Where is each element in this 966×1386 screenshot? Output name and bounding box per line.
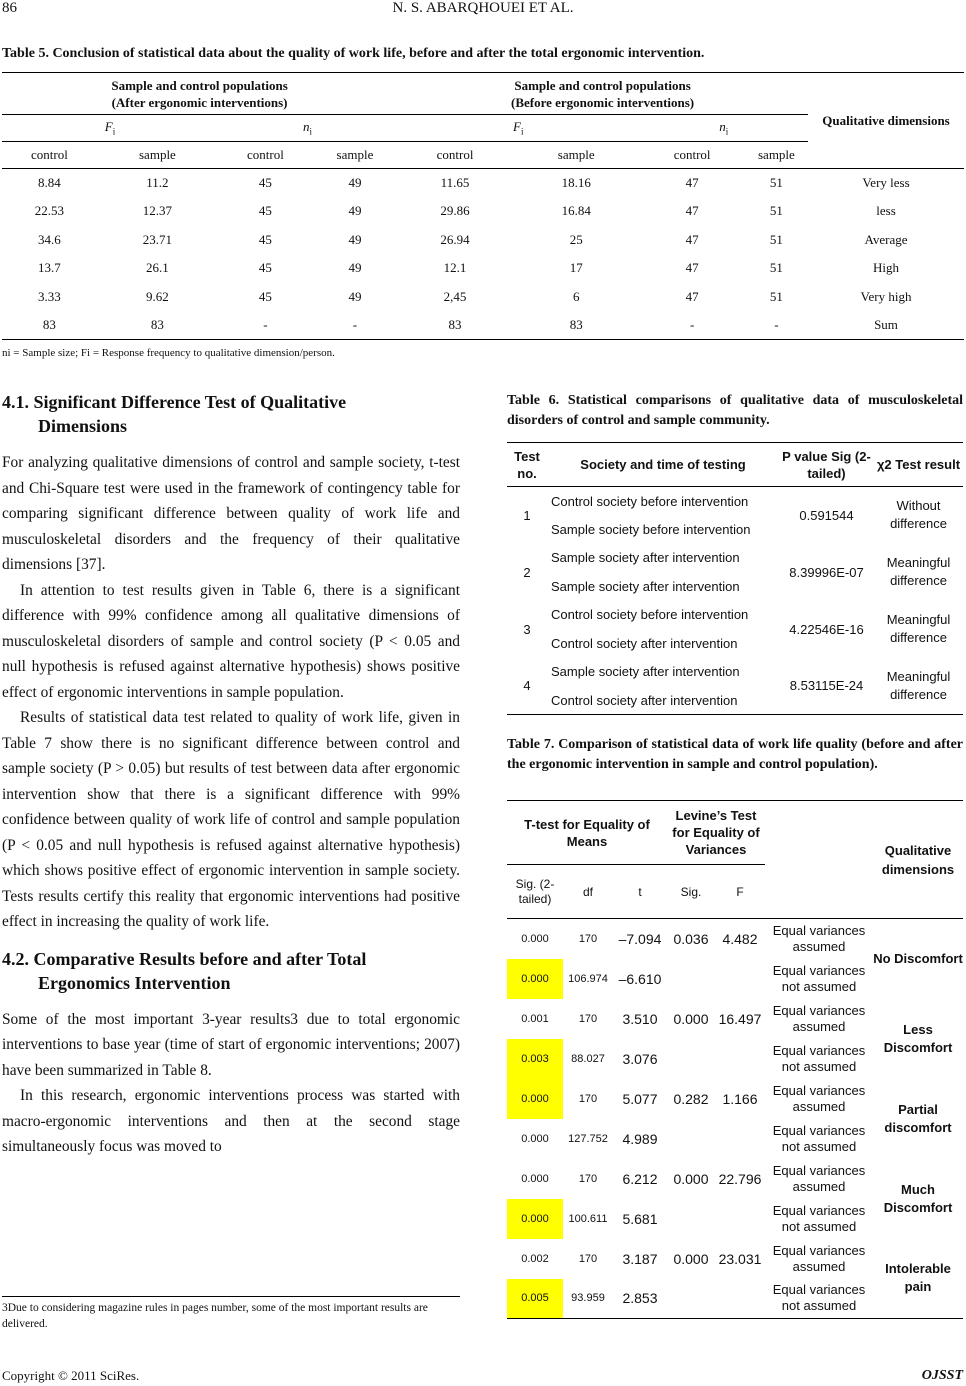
t7-df: 170 — [578, 932, 598, 945]
t7-equal-variances: Equal variances not assumed — [772, 1122, 866, 1154]
paragraph: Some of the most important 3-year results3 due to total ergonomic interventions to base year (time of start of ergonomic interventions; 2007) have been summarized in Table 8. — [2, 1010, 460, 1079]
t7-equal-variances: Equal variances assumed — [772, 1242, 866, 1274]
t7-f: 23.031 — [718, 1250, 762, 1267]
t7-df: 127.752 — [568, 1132, 608, 1145]
table-row — [2, 254, 964, 283]
t7-sig: 0.000 — [673, 1170, 709, 1187]
table-row — [2, 169, 964, 198]
t7-sig2: 0.000 — [507, 1199, 563, 1239]
t6-h-test: Test no. — [514, 448, 540, 481]
footnote: 3Due to considering magazine rules in pages number, some of the most important results are delivered. — [2, 1296, 460, 1332]
t7-h-sig: Sig. — [667, 865, 715, 919]
t7-sig — [667, 1199, 715, 1239]
table-cell: 16.84 — [561, 203, 591, 219]
t6-pvalue: 4.22546E-16 — [789, 621, 864, 637]
qual-dimension-cell: Average — [864, 231, 908, 247]
t7-df: 100.611 — [568, 1212, 608, 1225]
table-cell: 83 — [150, 317, 164, 332]
table6-caption: Table 6. Statistical comparisons of qualitative data of musculoskeletal disorders of control and sample community. — [507, 393, 963, 428]
table-cell: - — [774, 317, 779, 332]
t6-no: 2 — [523, 564, 531, 580]
qual-dimension-cell: Very less — [862, 175, 910, 190]
t6-result: Meaningful difference — [886, 555, 951, 588]
t7-dimension: Intolerable pain — [885, 1261, 951, 1295]
t6-h-chi: χ2 Test result — [876, 457, 961, 472]
section-4-1-title: 4.1. Significant Difference Test of Qualitative Dimensions — [2, 392, 347, 436]
table-cell: 47 — [685, 231, 699, 247]
t5-h-sample: sample — [745, 142, 808, 169]
table7 — [507, 800, 963, 1319]
t6-h-society: Society and time of testing — [580, 457, 746, 472]
table-cell: 11.2 — [146, 175, 169, 190]
table5-caption: Table 5. Conclusion of statistical data about the quality of work life, before and after the total ergonomic intervention. — [2, 46, 705, 61]
table-cell: 2,45 — [443, 288, 467, 304]
table-cell: 47 — [685, 288, 699, 304]
table-cell: 49 — [348, 288, 362, 304]
table-cell: - — [352, 317, 358, 332]
t7-dimension: Less Discomfort — [883, 1021, 953, 1055]
t7-h-ttest: T-test for Equality of Means — [524, 816, 650, 849]
t5-h-control: control — [218, 142, 313, 169]
t7-h-qual: Qualitative dimensions — [881, 842, 955, 877]
t7-t: 3.076 — [622, 1050, 658, 1067]
table-row — [2, 283, 964, 312]
table-cell: 47 — [685, 203, 699, 219]
table-cell: 83 — [42, 317, 56, 332]
journal-name: OJSST — [921, 1368, 963, 1383]
t7-f: 4.482 — [722, 930, 758, 947]
table5 — [2, 72, 964, 340]
t7-equal-variances: Equal variances assumed — [772, 922, 866, 954]
t6-no: 4 — [523, 678, 531, 694]
t7-sig: 0.036 — [673, 930, 709, 947]
t7-h-levine: Levine’s Test for Equality of Variances — [672, 808, 760, 857]
t6-result: Meaningful difference — [886, 668, 951, 702]
t5-fi-before: $F_i$ — [397, 115, 639, 142]
t7-sig — [667, 959, 715, 999]
table-cell: 45 — [258, 288, 272, 304]
table-cell: 11.65 — [440, 175, 470, 190]
t7-equal-variances: Equal variances not assumed — [772, 962, 866, 994]
t7-sig2: 0.000 — [521, 932, 549, 945]
t7-equal-variances: Equal variances not assumed — [772, 1282, 866, 1314]
table-cell: 12.37 — [142, 203, 173, 219]
table-row — [507, 1239, 963, 1279]
table-cell: 45 — [258, 175, 272, 190]
table-cell: 51 — [769, 288, 783, 304]
table-cell: 9.62 — [146, 288, 169, 304]
t7-equal-variances: Equal variances not assumed — [772, 1042, 866, 1074]
t6-society-b: Control society after intervention — [551, 635, 738, 651]
left-column — [2, 390, 460, 1160]
table-cell: 25 — [569, 231, 583, 247]
t6-society-b: Control society after intervention — [551, 692, 738, 708]
table-cell: 22.53 — [34, 203, 65, 219]
t7-t: 5.681 — [622, 1210, 658, 1227]
t7-sig2: 0.000 — [507, 1079, 563, 1119]
table-cell: 51 — [769, 175, 783, 190]
table7-caption: Table 7. Comparison of statistical data of work life quality (before and after the ergonomic intervention in sample and control population). — [507, 737, 963, 772]
table-row — [2, 197, 964, 226]
t5-h-sample: sample — [97, 142, 218, 169]
t5-group-after: Sample and control populations (After ergonomic interventions) — [111, 77, 288, 110]
t7-sig — [667, 1039, 715, 1079]
t7-df: 170 — [578, 1092, 598, 1105]
t7-df: 170 — [578, 1252, 598, 1265]
copyright: Copyright © 2011 SciRes. — [2, 1368, 140, 1383]
t7-dimension: No Discomfort — [873, 950, 963, 966]
t6-no: 1 — [507, 487, 547, 544]
t7-dimension: Partial discomfort — [884, 1101, 952, 1135]
table-cell: 17 — [569, 260, 583, 276]
t7-dimension: Much Discomfort — [883, 1181, 953, 1215]
qual-dimension-cell: less — [876, 203, 896, 219]
t6-society-a: Control society before intervention — [547, 487, 779, 516]
t7-h-sig2: Sig. (2-tailed) — [507, 865, 563, 919]
t7-h-df: df — [563, 865, 613, 919]
t7-f — [715, 959, 765, 999]
table-row — [2, 311, 964, 340]
t7-f: 16.497 — [718, 1010, 762, 1027]
t7-sig2: 0.002 — [521, 1252, 549, 1265]
table-cell: 6 — [572, 288, 580, 304]
t6-result: Without difference — [874, 487, 963, 544]
qual-dimension-cell: Very high — [860, 288, 912, 304]
table-cell: - — [263, 317, 268, 332]
table-row — [507, 658, 963, 687]
table-row — [507, 919, 963, 959]
table-cell: 12.1 — [443, 260, 467, 276]
t5-group-before: Sample and control populations (Before ergonomic interventions) — [510, 77, 695, 110]
t6-pvalue: 8.53115E-24 — [789, 678, 864, 694]
table-cell: 26.94 — [440, 231, 470, 247]
table6 — [507, 442, 963, 715]
t6-society-a: Control society before intervention — [551, 607, 749, 623]
t5-h-sample: sample — [513, 142, 639, 169]
section-4-2-title: 4.2. Comparative Results before and after Total Ergonomics Intervention — [2, 948, 367, 993]
t5-h-control: control — [639, 142, 744, 169]
t7-f: 1.166 — [722, 1090, 758, 1107]
t6-h-p: P value Sig (2-tailed) — [782, 448, 871, 481]
table-cell: 49 — [348, 203, 362, 219]
t7-equal-variances: Equal variances assumed — [772, 1162, 866, 1194]
t7-t: 4.989 — [622, 1130, 658, 1147]
t7-f: 22.796 — [718, 1170, 762, 1187]
page-number: 86 — [2, 0, 17, 16]
t7-sig2: 0.000 — [521, 1172, 549, 1185]
t7-sig2: 0.000 — [521, 1132, 549, 1145]
t7-df: 170 — [578, 1012, 598, 1025]
table-cell: 8.84 — [38, 175, 61, 190]
t7-f — [715, 1199, 765, 1239]
table-cell: 83 — [569, 317, 583, 332]
table-cell: 3.33 — [38, 288, 61, 304]
table-cell: 51 — [769, 231, 783, 247]
t7-h-t: t — [613, 865, 667, 919]
t6-society-a: Sample society after intervention — [551, 664, 740, 680]
t7-sig: 0.000 — [673, 1250, 709, 1267]
table-cell: 49 — [348, 231, 362, 247]
t7-equal-variances: Equal variances not assumed — [772, 1202, 866, 1234]
table-cell: 49 — [348, 175, 362, 190]
t5-h-control: control — [2, 142, 97, 169]
table-cell: 45 — [258, 203, 272, 219]
paragraph: In attention to test results given in Table 6, there is a significant difference with 99% confidence among all qualitative dimensions of musculoskeletal disorders of sample and control society (P < 0.05 and null hypothesis is refused against alternative hypothesis) shows positive effect of ergonomic interventions in sample population. — [2, 581, 460, 701]
table-row — [507, 601, 963, 630]
table-cell: 47 — [685, 260, 699, 276]
t5-qual-header: Qualitative dimensions — [822, 113, 950, 128]
table-row — [2, 226, 964, 255]
paragraph: For analyzing qualitative dimensions of control and sample society, t-test and Chi-Square test were used in the framework of contingency table for comparing significant difference between quality of work life and musculoskeletal disorders and the frequency of their qualitative dimensions [37]. — [2, 454, 460, 573]
qual-dimension-cell: High — [873, 260, 899, 276]
table-cell: 26.1 — [146, 260, 169, 276]
t5-ni-before: $n_i$ — [639, 115, 808, 142]
t7-df: 170 — [578, 1172, 598, 1185]
table-cell: 13.7 — [38, 260, 61, 276]
t7-df: 106.974 — [568, 972, 608, 985]
qual-dimension-cell: Sum — [874, 317, 898, 332]
t7-h-f: F — [715, 865, 765, 919]
table-cell: 83 — [448, 317, 462, 332]
t5-h-sample: sample — [313, 142, 397, 169]
t6-pvalue: 8.39996E-07 — [789, 564, 864, 580]
t7-t: 3.510 — [622, 1010, 658, 1027]
t6-pvalue: 0.591544 — [779, 487, 874, 544]
table-row — [507, 544, 963, 573]
table-row — [507, 999, 963, 1039]
table-row — [507, 487, 963, 516]
t7-t: –6.610 — [618, 970, 662, 987]
t7-t: 6.212 — [622, 1170, 658, 1187]
t7-sig: 0.282 — [673, 1090, 709, 1107]
table-row — [507, 1159, 963, 1199]
t5-h-control: control — [397, 142, 513, 169]
t7-t: 5.077 — [622, 1090, 658, 1107]
table-cell: 51 — [769, 203, 783, 219]
t6-society-a: Sample society after intervention — [551, 550, 740, 566]
paragraph: Results of statistical data test related to quality of work life, given in Table 7 show there is no significant difference between control and sample society (P > 0.05) but results of test between data after ergonomic intervention show that there is a significant difference with 99% confidence between quality of work life of control and sample population (P < 0.05 and null hypothesis is refused against alternative hypothesis) which shows positive effect of ergonomic intervention in sample society. Tests results certify this reality that ergonomic interventions had positive effect in increasing the quality of work life. — [2, 709, 460, 930]
table-cell: 18.16 — [561, 175, 591, 190]
t7-f — [715, 1039, 765, 1079]
t7-sig — [667, 1119, 715, 1159]
t6-no: 3 — [523, 621, 531, 637]
t7-equal-variances: Equal variances assumed — [772, 1082, 866, 1114]
paragraph: In this research, ergonomic interventions process was started with macro-ergonomic interventions and then at the second stage simultaneously focus was moved to — [2, 1087, 460, 1155]
t7-sig: 0.000 — [673, 1010, 709, 1027]
t7-t: –7.094 — [618, 930, 662, 947]
table-cell: 51 — [769, 260, 783, 276]
t7-df: 93.959 — [571, 1292, 605, 1305]
table5-note: ni = Sample size; Fi = Response frequency to qualitative dimension/person. — [2, 347, 335, 359]
t6-society-b: Sample society before intervention — [551, 521, 751, 537]
table-cell: 23.71 — [142, 231, 173, 247]
table-cell: 49 — [348, 260, 362, 276]
table-cell: - — [689, 317, 695, 332]
table-cell: 34.6 — [38, 231, 61, 247]
t7-f — [715, 1279, 765, 1319]
t7-sig2: 0.000 — [507, 959, 563, 999]
table-cell: 45 — [258, 231, 272, 247]
t7-t: 2.853 — [622, 1290, 658, 1307]
t7-sig2: 0.001 — [521, 1012, 549, 1025]
table-row — [507, 1079, 963, 1119]
t6-result: Meaningful difference — [886, 612, 951, 645]
running-header: N. S. ABARQHOUEI ET AL. — [392, 0, 574, 16]
t7-f — [715, 1119, 765, 1159]
t7-t: 3.187 — [622, 1250, 658, 1267]
t7-df: 88.027 — [571, 1052, 605, 1065]
table-cell: 47 — [685, 175, 699, 190]
table-cell: 45 — [258, 260, 272, 276]
t7-equal-variances: Equal variances assumed — [772, 1002, 866, 1034]
t6-society-b: Sample society after intervention — [551, 578, 740, 594]
t7-sig2: 0.005 — [507, 1279, 563, 1319]
table-cell: 29.86 — [440, 203, 470, 219]
t5-fi-after: $F_i$ — [2, 115, 218, 142]
t7-sig — [667, 1279, 715, 1319]
t5-ni-after: $n_i$ — [218, 115, 397, 142]
t7-sig2: 0.003 — [507, 1039, 563, 1079]
